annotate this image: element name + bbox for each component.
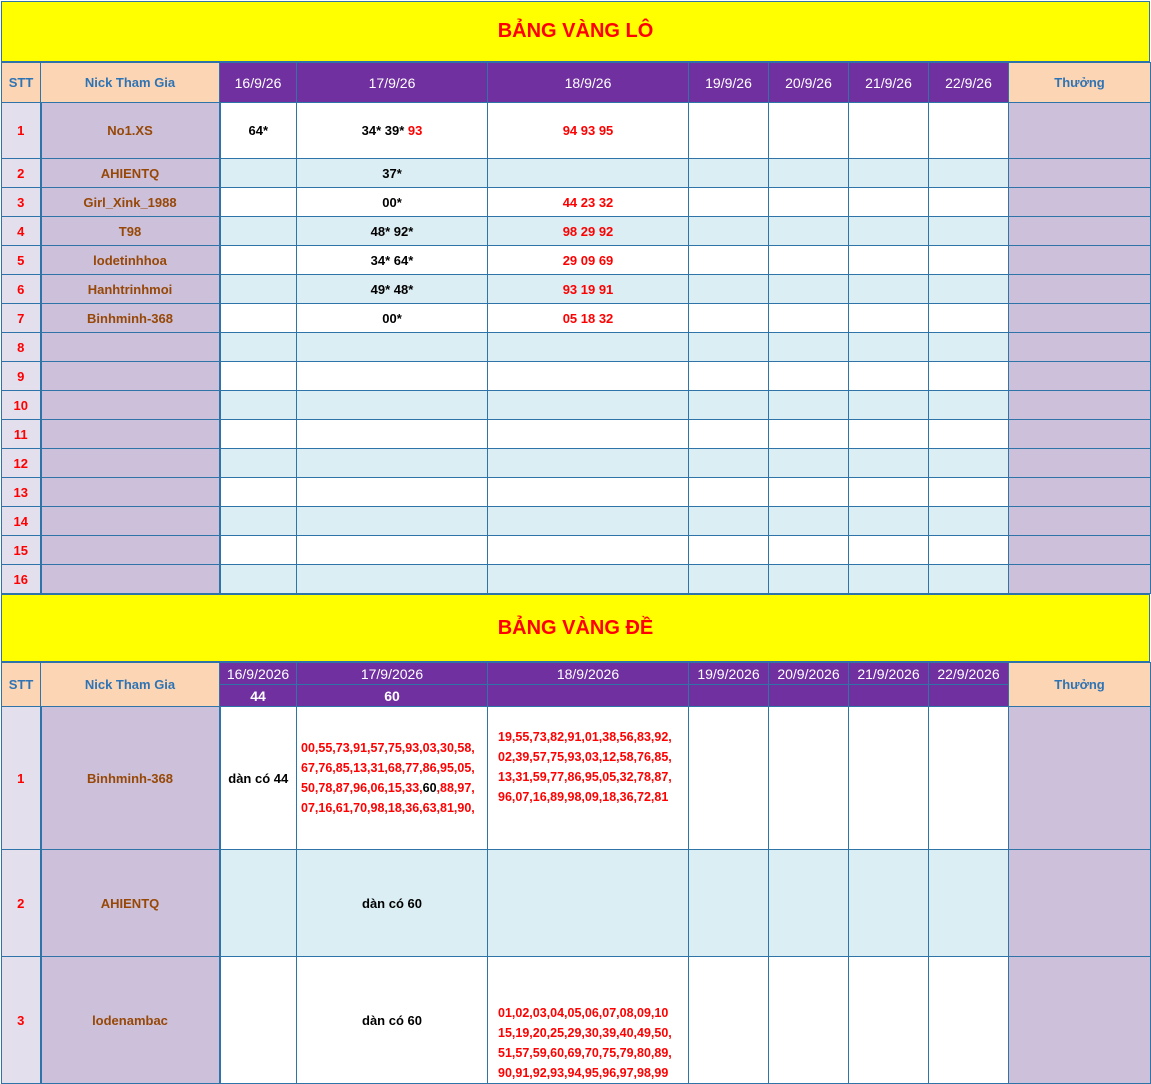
number-line: 00,55,73,91,57,75,93,03,30,58, — [301, 741, 475, 755]
de-table — [1, 662, 1151, 1084]
row-stt: 7 — [2, 304, 41, 333]
table-row — [2, 449, 1151, 478]
row-stt: 12 — [2, 449, 41, 478]
cell-prize — [1009, 850, 1151, 957]
cell-d16 — [220, 159, 297, 188]
de-header-date: 20/9/2026 — [769, 663, 849, 685]
row-nick — [41, 507, 220, 536]
cell-d17-black: 34* 39* — [361, 123, 405, 138]
table-row — [2, 707, 1151, 850]
cell-prize — [1009, 362, 1151, 391]
cell-d16 — [220, 246, 297, 275]
row-stt: 2 — [2, 159, 41, 188]
de-header-nick: Nick Tham Gia — [41, 663, 220, 707]
row-nick — [41, 449, 220, 478]
table-row — [2, 246, 1151, 275]
de-header-date: 21/9/2026 — [849, 663, 929, 685]
lo-header-date: 18/9/26 — [488, 63, 689, 103]
row-stt: 1 — [2, 707, 41, 850]
row-stt: 2 — [2, 850, 41, 957]
cell-d18: 94 93 95 — [488, 103, 689, 159]
table-row — [2, 362, 1151, 391]
row-nick: Girl_Xink_1988 — [41, 188, 220, 217]
de-header-date: 16/9/2026 — [220, 663, 297, 685]
cell-prize — [1009, 159, 1151, 188]
row-nick — [41, 536, 220, 565]
number-line: 50,78,87,96,06,15,33,60,88,97, — [301, 781, 475, 795]
row-nick — [41, 565, 220, 594]
cell-prize — [1009, 391, 1151, 420]
row-nick — [41, 478, 220, 507]
cell-d18-list — [488, 957, 689, 1084]
cell-d16 — [220, 217, 297, 246]
cell-d17: 48* 92* — [297, 217, 488, 246]
row-nick — [41, 362, 220, 391]
row-nick: T98 — [41, 217, 220, 246]
table-row — [2, 333, 1151, 362]
row-stt: 14 — [2, 507, 41, 536]
row-stt: 1 — [2, 103, 41, 159]
de-header-date: 19/9/2026 — [689, 663, 769, 685]
number-line: 19,55,73,82,91,01,38,56,83,92, — [498, 730, 672, 744]
cell-d17 — [297, 103, 488, 159]
de-header-date: 18/9/2026 — [488, 663, 689, 685]
row-stt: 13 — [2, 478, 41, 507]
lo-header-prize: Thưởng — [1009, 63, 1151, 103]
cell-d17: dàn có 60 — [297, 957, 488, 1084]
row-nick: AHIENTQ — [41, 159, 220, 188]
cell-d17: 37* — [297, 159, 488, 188]
table-row — [2, 103, 1151, 159]
lo-table — [1, 62, 1151, 594]
cell-prize — [1009, 565, 1151, 594]
de-result — [769, 685, 849, 707]
lo-header-date: 16/9/26 — [220, 63, 297, 103]
lo-header-date: 20/9/26 — [769, 63, 849, 103]
de-result: 44 — [220, 685, 297, 707]
table-row — [2, 188, 1151, 217]
cell-prize — [1009, 507, 1151, 536]
table-row — [2, 159, 1151, 188]
cell-prize — [1009, 103, 1151, 159]
row-nick: Binhminh-368 — [41, 304, 220, 333]
cell-d17: 00* — [297, 188, 488, 217]
number-line: 15,19,20,25,29,30,39,40,49,50, — [498, 1026, 672, 1040]
number-line: 90,91,92,93,94,95,96,97,98,99 — [498, 1066, 669, 1080]
lo-header-date: 21/9/26 — [849, 63, 929, 103]
number-line: 13,31,59,77,86,95,05,32,78,87, — [498, 770, 672, 784]
row-nick — [41, 420, 220, 449]
cell-prize — [1009, 707, 1151, 850]
lo-title: BẢNG VÀNG LÔ — [1, 1, 1150, 62]
lo-header-nick: Nick Tham Gia — [41, 63, 220, 103]
row-stt: 11 — [2, 420, 41, 449]
row-nick: Binhminh-368 — [41, 707, 220, 850]
cell-prize — [1009, 957, 1151, 1084]
cell-d18: 29 09 69 — [488, 246, 689, 275]
number-line: 01,02,03,04,05,06,07,08,09,10 — [498, 1006, 669, 1020]
cell-d16: 64* — [220, 103, 297, 159]
lo-header-stt: STT — [2, 63, 41, 103]
cell-d18: 44 23 32 — [488, 188, 689, 217]
de-result: 60 — [297, 685, 488, 707]
row-stt: 3 — [2, 188, 41, 217]
cell-d16: dàn có 44 — [220, 707, 297, 850]
cell-d18: 05 18 32 — [488, 304, 689, 333]
row-stt: 3 — [2, 957, 41, 1084]
lo-header-date: 17/9/26 — [297, 63, 488, 103]
cell-d17: 00* — [297, 304, 488, 333]
cell-d18: 98 29 92 — [488, 217, 689, 246]
table-row — [2, 478, 1151, 507]
cell-prize — [1009, 304, 1151, 333]
row-stt: 16 — [2, 565, 41, 594]
number-line: 96,07,16,89,98,09,18,36,72,81 — [498, 790, 669, 804]
cell-prize — [1009, 449, 1151, 478]
row-stt: 5 — [2, 246, 41, 275]
de-result — [929, 685, 1009, 707]
de-result — [488, 685, 689, 707]
number-line: 07,16,61,70,98,18,36,63,81,90, — [301, 801, 475, 815]
de-header-prize: Thưởng — [1009, 663, 1151, 707]
de-header-date: 17/9/2026 — [297, 663, 488, 685]
cell-d18 — [488, 159, 689, 188]
cell-prize — [1009, 536, 1151, 565]
cell-d18: 93 19 91 — [488, 275, 689, 304]
table-row — [2, 217, 1151, 246]
row-nick: lodenambac — [41, 957, 220, 1084]
row-stt: 15 — [2, 536, 41, 565]
table-row — [2, 565, 1151, 594]
cell-prize — [1009, 333, 1151, 362]
winning-number: 60 — [422, 781, 437, 795]
row-nick — [41, 333, 220, 362]
cell-d16 — [220, 275, 297, 304]
row-nick: AHIENTQ — [41, 850, 220, 957]
table-row — [2, 304, 1151, 333]
de-header-date: 22/9/2026 — [929, 663, 1009, 685]
lo-header-date: 19/9/26 — [689, 63, 769, 103]
cell-d17-list — [297, 707, 488, 850]
cell-prize — [1009, 217, 1151, 246]
number-line: 67,76,85,13,31,68,77,86,95,05, — [301, 761, 475, 775]
de-title: BẢNG VÀNG ĐỀ — [1, 594, 1150, 662]
cell-d18-list — [488, 707, 689, 850]
de-result — [689, 685, 769, 707]
cell-d16 — [220, 188, 297, 217]
cell-d16 — [220, 304, 297, 333]
table-row — [2, 850, 1151, 957]
number-line: 51,57,59,60,69,70,75,79,80,89, — [498, 1046, 672, 1060]
de-result — [849, 685, 929, 707]
cell-d17: 49* 48* — [297, 275, 488, 304]
cell-d17: dàn có 60 — [297, 850, 488, 957]
table-row — [2, 420, 1151, 449]
table-row — [2, 391, 1151, 420]
number-line: 02,39,57,75,93,03,12,58,76,85, — [498, 750, 672, 764]
de-header-stt: STT — [2, 663, 41, 707]
row-stt: 9 — [2, 362, 41, 391]
lo-header-date: 22/9/26 — [929, 63, 1009, 103]
table-row — [2, 957, 1151, 1084]
cell-prize — [1009, 246, 1151, 275]
row-nick: Hanhtrinhmoi — [41, 275, 220, 304]
cell-prize — [1009, 420, 1151, 449]
table-row — [2, 536, 1151, 565]
cell-d17: 34* 64* — [297, 246, 488, 275]
cell-prize — [1009, 478, 1151, 507]
cell-d17-red: 93 — [407, 123, 423, 138]
row-stt: 6 — [2, 275, 41, 304]
cell-prize — [1009, 188, 1151, 217]
table-row — [2, 507, 1151, 536]
row-stt: 4 — [2, 217, 41, 246]
row-nick: No1.XS — [41, 103, 220, 159]
cell-prize — [1009, 275, 1151, 304]
row-nick — [41, 391, 220, 420]
table-row — [2, 275, 1151, 304]
row-stt: 10 — [2, 391, 41, 420]
row-nick: lodetinhhoa — [41, 246, 220, 275]
row-stt: 8 — [2, 333, 41, 362]
